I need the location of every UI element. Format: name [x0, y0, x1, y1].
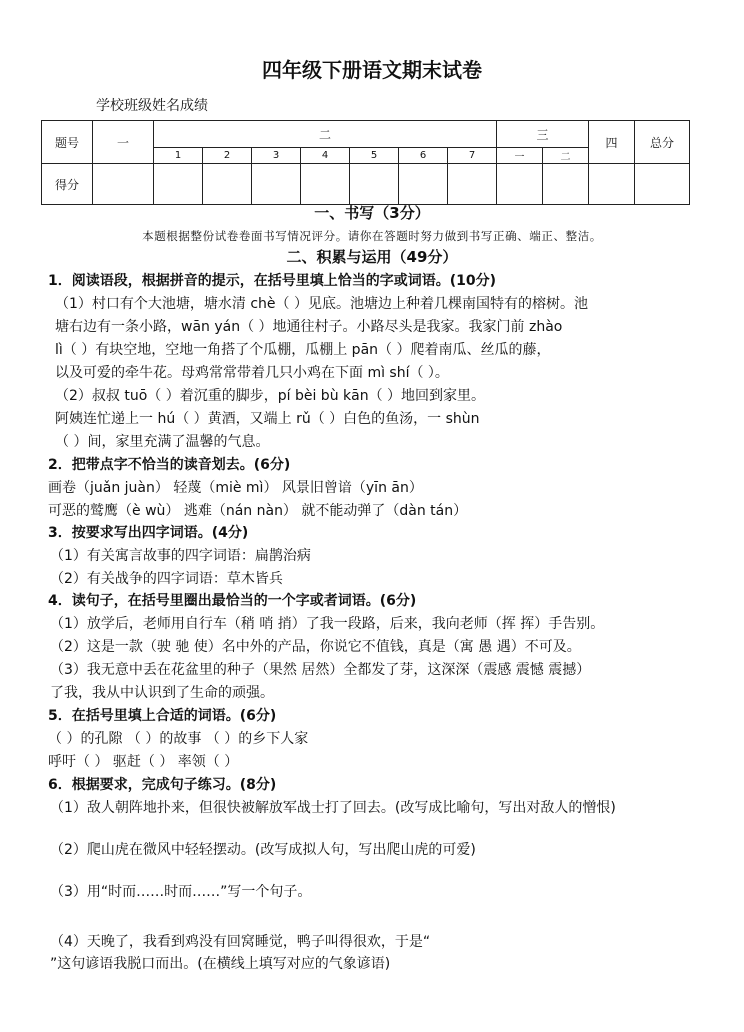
sub-col-3-2: 二 — [543, 148, 589, 164]
question-line: （3）用“时而……时而……”写一个句子。 — [50, 884, 312, 900]
col-section-4: 四 — [589, 121, 635, 164]
question-line: （ ）的孔隙 （ ）的故事 （ ）的乡下人家 — [48, 731, 309, 747]
score-cell[interactable] — [203, 164, 252, 205]
question-heading: 3．按要求写出四字词语。(4分) — [48, 525, 249, 541]
score-table — [41, 120, 690, 205]
score-cell[interactable] — [589, 164, 635, 205]
question-line: 了我，我从中认识到了生命的顽强。 — [50, 685, 274, 701]
question-line: （ ）间，家里充满了温馨的气息。 — [55, 434, 270, 450]
student-info-line: 学校班级姓名成绩 — [96, 98, 208, 114]
section-2-heading: 二、积累与运用（49分） — [286, 248, 458, 266]
sub-col-3-1: 一 — [497, 148, 543, 164]
col-section-2: 二 — [154, 121, 497, 148]
question-line: （1）有关寓言故事的四字词语：扁鹊治病 — [50, 548, 311, 564]
sub-col-2-2: 2 — [203, 148, 252, 164]
question-line: （2）叔叔 tuō（ ）着沉重的脚步，pí bèi bù kān（ ）地回到家里。 — [55, 388, 486, 404]
question-line: （2）这是一款（驶 驰 使）名中外的产品，你说它不值钱，真是（寓 愚 遇）不可及。 — [50, 639, 581, 655]
score-cell[interactable] — [448, 164, 497, 205]
sub-col-2-5: 5 — [350, 148, 399, 164]
score-cell[interactable] — [635, 164, 690, 205]
sub-col-2-1: 1 — [154, 148, 203, 164]
score-cell[interactable] — [497, 164, 543, 205]
question-line: （1）敌人朝阵地扑来，但很快被解放军战士打了回去。(改写成比喻句，写出对敌人的憎恨) — [50, 800, 616, 816]
row-label-score: 得分 — [42, 164, 93, 205]
row-label-question-no: 题号 — [42, 121, 93, 164]
question-line: （4）天晚了，我看到鸡没有回窝睡觉，鸭子叫得很欢，于是“ — [50, 934, 431, 950]
question-line: （1）村口有个大池塘，塘水清 chè（ ）见底。池塘边上种着几棵南国特有的榕树。池 — [55, 296, 588, 312]
question-line: （3）我无意中丢在花盆里的种子（果然 居然）全都发了芽，这深深（震感 震憾 震撼） — [50, 662, 591, 678]
question-line: 可恶的鹫鹰（è wù） 逃难（nán nàn） 就不能动弹了（dàn tán） — [48, 503, 468, 519]
question-line: （2）爬山虎在微风中轻轻摆动。(改写成拟人句，写出爬山虎的可爱) — [50, 842, 476, 858]
question-line: （2）有关战争的四字词语：草木皆兵 — [50, 571, 283, 587]
sub-col-2-4: 4 — [301, 148, 350, 164]
section-1-note: 本题根据整份试卷卷面书写情况评分。请你在答题时努力做到书写正确、端正、整洁。 — [142, 229, 602, 243]
question-line: 阿姨连忙递上一 hú（ ）黄酒，又端上 rǔ（ ）白色的鱼汤，一 shùn — [55, 411, 480, 427]
question-line: 画卷（juǎn juàn） 轻蔑（miè mì） 风景旧曾谙（yīn ān） — [48, 480, 423, 496]
score-cell[interactable] — [399, 164, 448, 205]
score-cell[interactable] — [543, 164, 589, 205]
score-cell[interactable] — [154, 164, 203, 205]
sub-col-2-3: 3 — [252, 148, 301, 164]
score-cell[interactable] — [93, 164, 154, 205]
question-heading: 6．根据要求，完成句子练习。(8分) — [48, 777, 277, 793]
question-line: lì（ ）有块空地，空地一角搭了个瓜棚，瓜棚上 pān（ ）爬着南瓜、丝瓜的藤， — [55, 342, 551, 358]
sub-col-2-7: 7 — [448, 148, 497, 164]
col-total: 总分 — [635, 121, 690, 164]
score-cell[interactable] — [252, 164, 301, 205]
score-cell[interactable] — [301, 164, 350, 205]
section-1-heading: 一、书写（3分） — [314, 204, 430, 222]
page-title: 四年级下册语文期末试卷 — [262, 58, 482, 82]
score-cell[interactable] — [350, 164, 399, 205]
col-section-1: 一 — [93, 121, 154, 164]
question-heading: 2．把带点字不恰当的读音划去。(6分) — [48, 457, 291, 473]
question-heading: 4．读句子，在括号里圈出最恰当的一个字或者词语。(6分) — [48, 593, 417, 609]
question-line: ”这句谚语我脱口而出。(在横线上填写对应的气象谚语) — [50, 956, 391, 972]
question-heading: 5．在括号里填上合适的词语。(6分) — [48, 708, 277, 724]
question-heading: 1．阅读语段，根据拼音的提示，在括号里填上恰当的字或词语。(10分) — [48, 273, 497, 289]
question-line: （1）放学后，老师用自行车（稍 哨 捎）了我一段路，后来，我向老师（挥 挥）手告别。 — [50, 616, 605, 632]
sub-col-2-6: 6 — [399, 148, 448, 164]
col-section-3: 三 — [497, 121, 589, 148]
question-line: 塘右边有一条小路，wān yán（ ）地通往村子。小路尽头是我家。我家门前 zhào — [55, 319, 563, 335]
question-line: 呼吁（ ） 驱赶（ ） 率领（ ） — [48, 754, 239, 770]
question-line: 以及可爱的牵牛花。母鸡常常带着几只小鸡在下面 mì shí（ ）。 — [55, 365, 449, 381]
